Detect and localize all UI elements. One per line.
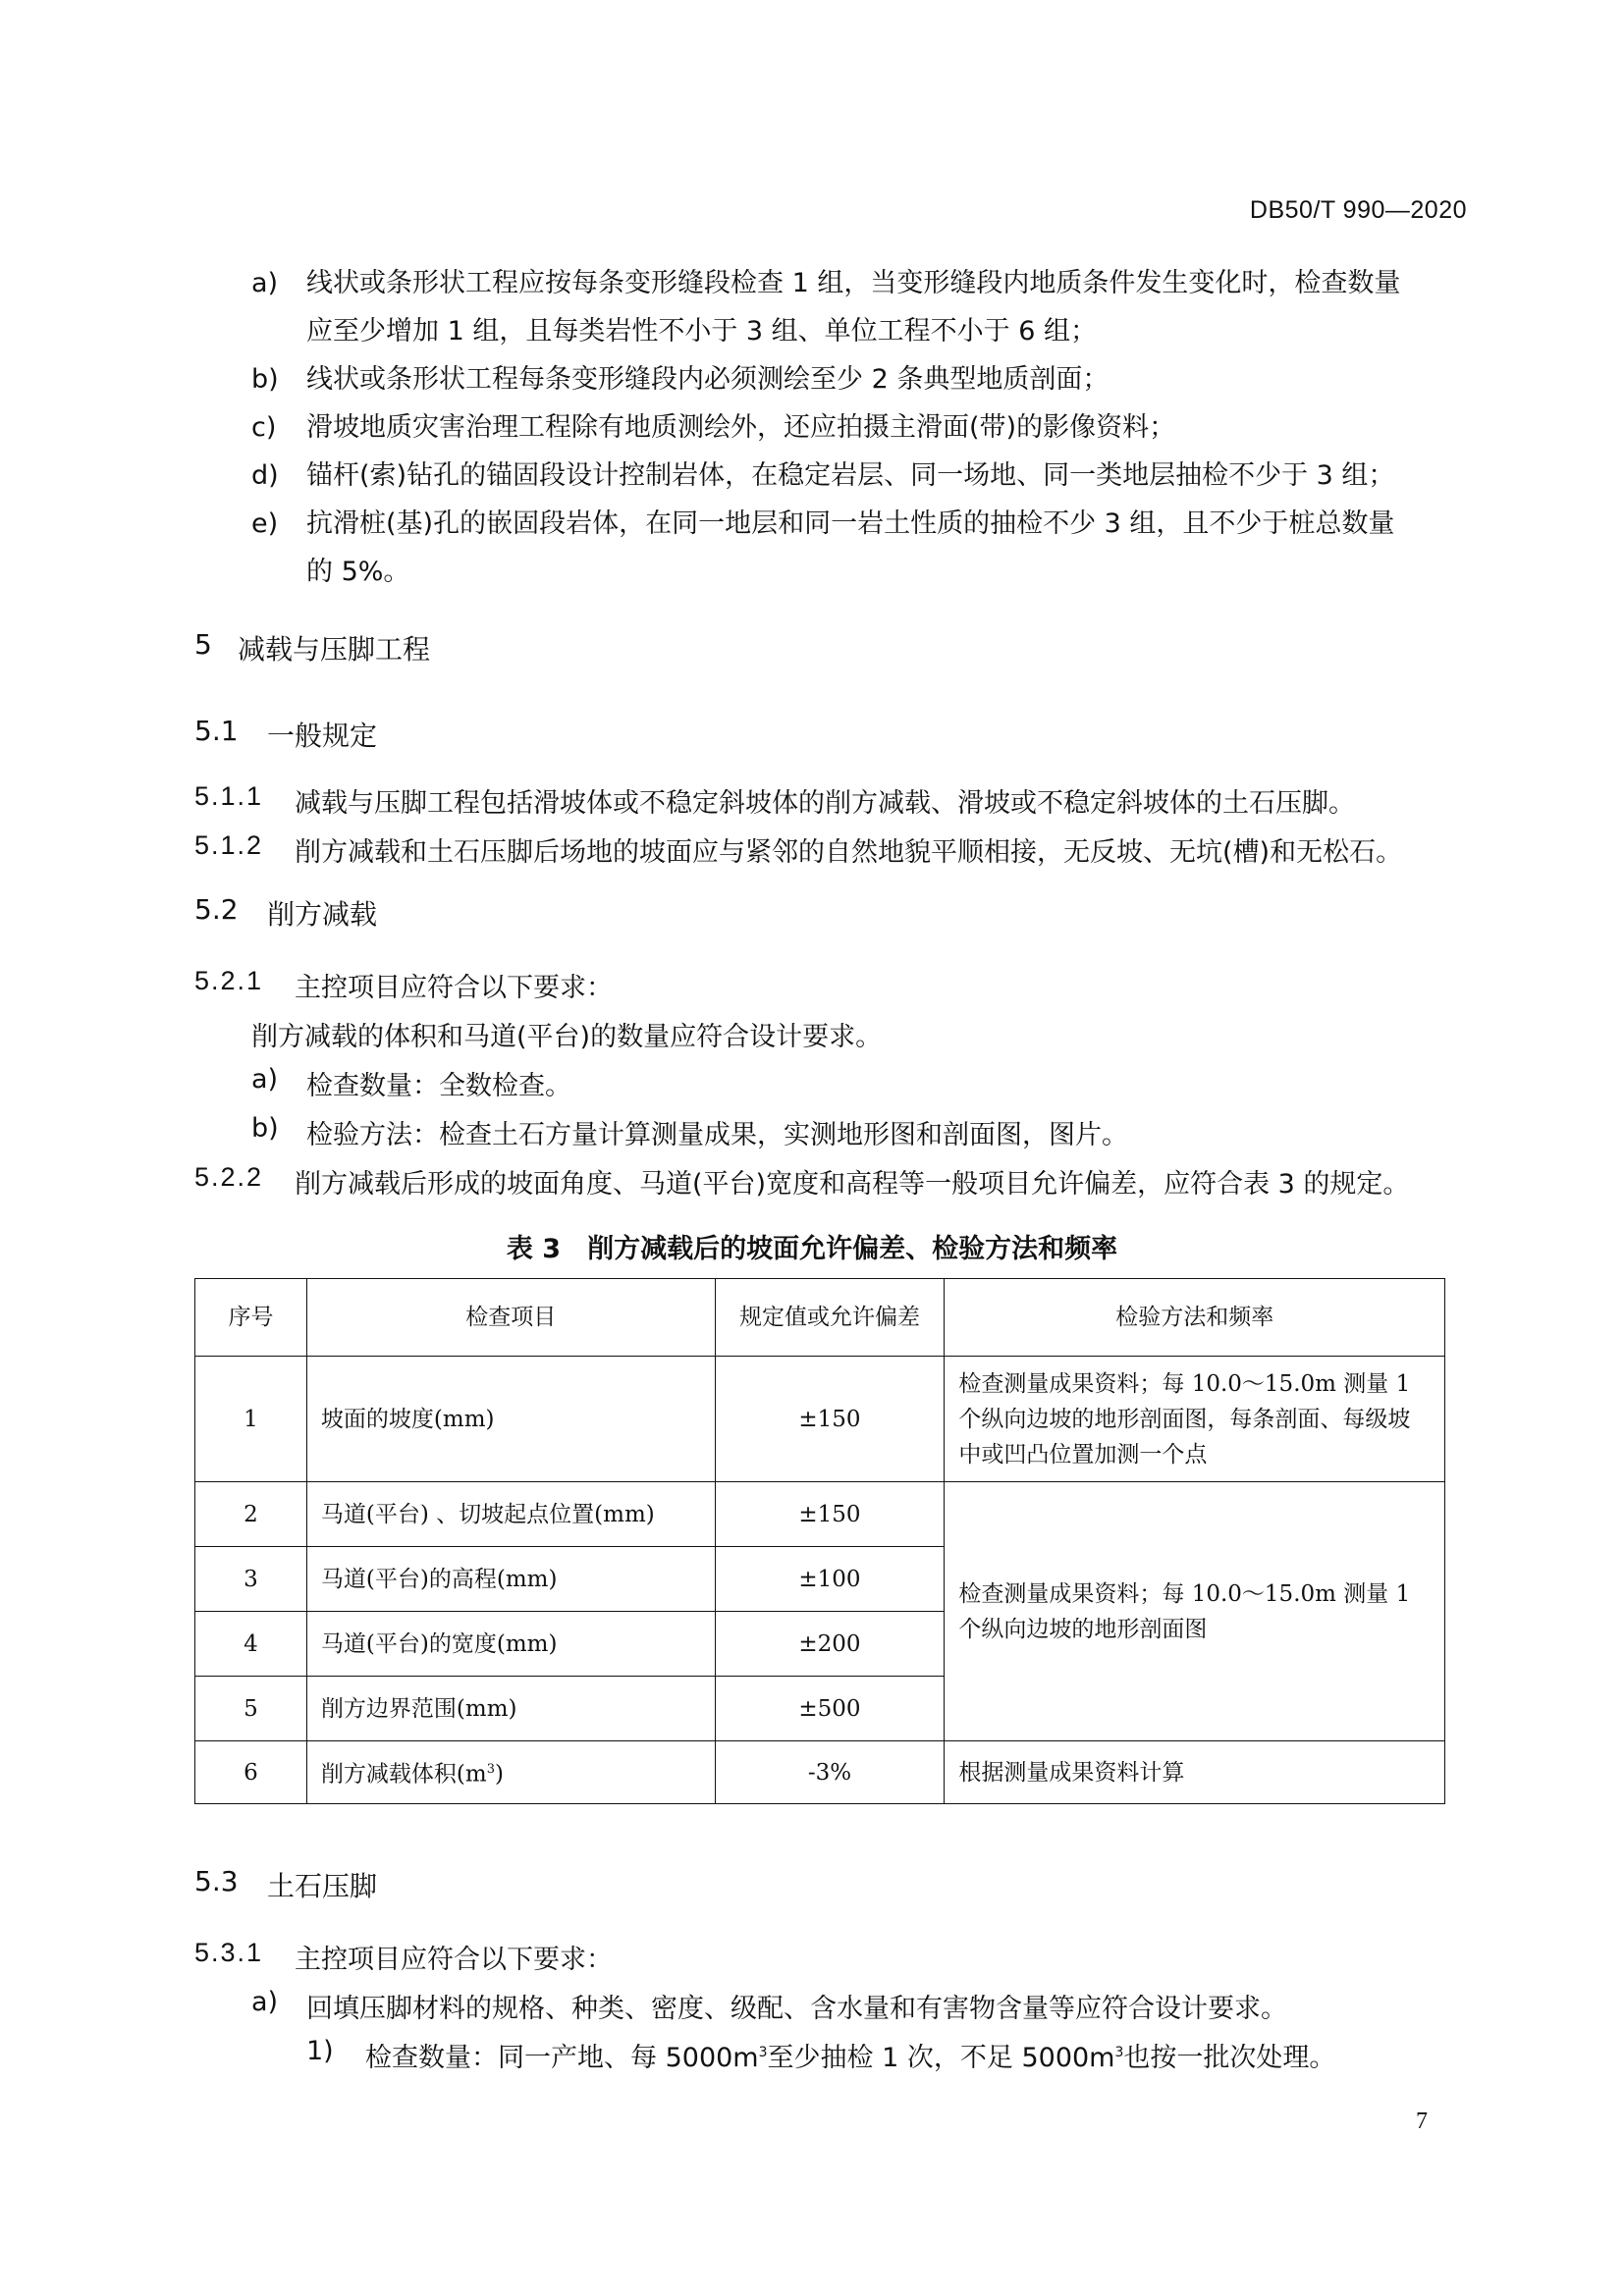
row-item: 马道(平台)的高程(mm) [306, 1547, 715, 1612]
row-value: ±200 [715, 1612, 945, 1677]
row-no: 3 [195, 1547, 307, 1612]
clause-5-3-1-a-text: 回填压脚材料的规格、种类、密度、级配、含水量和有害物含量等应符合设计要求。 [306, 1994, 1287, 2024]
clause-5-3-1-number: 5.3.1 [194, 1938, 264, 1967]
page-number: 7 [1416, 2109, 1428, 2134]
list-item-a-label: a) [251, 268, 279, 298]
row-method: 检查测量成果资料；每 10.0～15.0m 测量 1 个纵向边坡的地形剖面图，每条剖面、每级坡中或凹凸位置加测一个点 [945, 1357, 1445, 1482]
list-item-e-label: e) [251, 508, 279, 539]
clause-5-3-1-sub1-label: 1) [306, 2036, 334, 2066]
section-5-3-title: 土石压脚 [267, 1870, 378, 1902]
row-item-superscript: 3 [486, 1762, 495, 1778]
row-value: ±100 [715, 1547, 945, 1612]
section-5-number: 5 [194, 628, 212, 661]
clause-5-1-1-text: 减载与压脚工程包括滑坡体或不稳定斜坡体的削方减载、滑坡或不稳定斜坡体的土石压脚。 [295, 788, 1355, 819]
clause-5-2-1-b-label: b) [251, 1113, 279, 1144]
clause-5-1-2-number: 5.1.2 [194, 830, 264, 860]
clause-5-3-1-a-label: a) [251, 1987, 279, 2017]
row-value: -3% [715, 1741, 945, 1804]
list-item-e-line1: 抗滑桩(基)孔的嵌固段岩体，在同一地层和同一岩土性质的抽检不少 3 组，且不少于桩总数量 [306, 508, 1395, 539]
clause-5-2-1-a-text: 检查数量：全数检查。 [306, 1071, 571, 1101]
clause-5-2-1-a-label: a) [251, 1064, 279, 1095]
list-item-d-line1: 锚杆(索)钻孔的锚固段设计控制岩体，在稳定岩层、同一场地、同一类地层抽检不少于 3 组； [306, 460, 1395, 491]
row-value: ±150 [715, 1357, 945, 1482]
list-item-b-label: b) [251, 364, 279, 395]
clause-5-2-2-text: 削方减载后形成的坡面角度、马道(平台)宽度和高程等一般项目允许偏差，应符合表 3 的规定。 [295, 1169, 1410, 1200]
table-header-row [195, 1279, 1445, 1357]
clause-5-3-1-sub1-text [365, 2036, 1335, 2074]
clause-5-3-1-text: 主控项目应符合以下要求： [295, 1945, 613, 1975]
table-caption: 表 3 削方减载后的坡面允许偏差、检验方法和频率 [506, 1234, 1118, 1264]
sub1-sup-b: 3 [1114, 2045, 1124, 2060]
section-5-2-title: 削方减载 [267, 898, 378, 931]
row-item: 坡面的坡度(mm) [306, 1357, 715, 1482]
sub1-text-a: 检查数量：同一产地、每 5000m [365, 2043, 759, 2073]
row-item: 削方边界范围(mm) [306, 1677, 715, 1741]
row-no: 6 [195, 1741, 307, 1804]
list-item-c-line1: 滑坡地质灾害治理工程除有地质测绘外，还应拍摄主滑面(带)的影像资料； [306, 412, 1176, 443]
clause-5-2-1-number: 5.2.1 [194, 966, 264, 995]
header-item: 检查项目 [306, 1279, 715, 1357]
list-item-d-label: d) [251, 460, 279, 491]
row-item [306, 1741, 715, 1804]
sub1-sup-a: 3 [758, 2045, 768, 2060]
list-item-c-label: c) [251, 412, 277, 443]
section-5-3-number: 5.3 [194, 1865, 239, 1897]
header-no: 序号 [195, 1279, 307, 1357]
section-5-1-title: 一般规定 [267, 720, 378, 752]
header-value: 规定值或允许偏差 [715, 1279, 945, 1357]
row-item-text-end: ) [495, 1761, 504, 1788]
row-value: ±500 [715, 1677, 945, 1741]
row-no: 5 [195, 1677, 307, 1741]
row-item: 马道(平台)的宽度(mm) [306, 1612, 715, 1677]
list-item-a-line2: 应至少增加 1 组，且每类岩性不小于 3 组、单位工程不小于 6 组； [306, 316, 1098, 347]
row-no: 4 [195, 1612, 307, 1677]
clause-5-2-1-b-text: 检验方法：检查土石方量计算测量成果，实测地形图和剖面图，图片。 [306, 1120, 1128, 1150]
row-item-text: 削方减载体积(m [320, 1761, 487, 1788]
standard-code: DB50/T 990—2020 [1249, 196, 1467, 224]
list-item-a-line1: 线状或条形状工程应按每条变形缝段检查 1 组，当变形缝段内地质条件发生变化时，检查数量 [306, 268, 1401, 298]
header-method: 检验方法和频率 [945, 1279, 1445, 1357]
sub1-text-c: 也按一批次处理。 [1123, 2043, 1336, 2073]
clause-5-2-1-text: 主控项目应符合以下要求： [295, 973, 613, 1003]
section-5-title: 减载与压脚工程 [238, 633, 431, 666]
table-row [195, 1741, 1445, 1804]
clause-5-2-2-number: 5.2.2 [194, 1162, 264, 1192]
list-item-e-line2: 的 5%。 [306, 557, 410, 587]
table-row [195, 1357, 1445, 1482]
row-item: 马道(平台) 、切坡起点位置(mm) [306, 1482, 715, 1547]
row-method: 根据测量成果资料计算 [945, 1741, 1445, 1804]
row-no: 1 [195, 1357, 307, 1482]
table-row [195, 1482, 1445, 1547]
clause-5-2-1-para: 削方减载的体积和马道(平台)的数量应符合设计要求。 [251, 1022, 883, 1052]
clause-5-1-1-number: 5.1.1 [194, 781, 264, 811]
section-5-1-number: 5.1 [194, 715, 239, 747]
tolerance-table [194, 1278, 1445, 1804]
list-item-b-line1: 线状或条形状工程每条变形缝段内必须测绘至少 2 条典型地质剖面； [306, 364, 1110, 395]
row-method-merged: 检查测量成果资料；每 10.0～15.0m 测量 1 个纵向边坡的地形剖面图 [945, 1482, 1445, 1741]
section-5-2-number: 5.2 [194, 893, 239, 926]
clause-5-1-2-text: 削方减载和土石压脚后场地的坡面应与紧邻的自然地貌平顺相接，无反坡、无坑(槽)和无松石。 [295, 837, 1403, 868]
row-value: ±150 [715, 1482, 945, 1547]
sub1-text-b: 至少抽检 1 次，不足 5000m [767, 2043, 1115, 2073]
row-no: 2 [195, 1482, 307, 1547]
